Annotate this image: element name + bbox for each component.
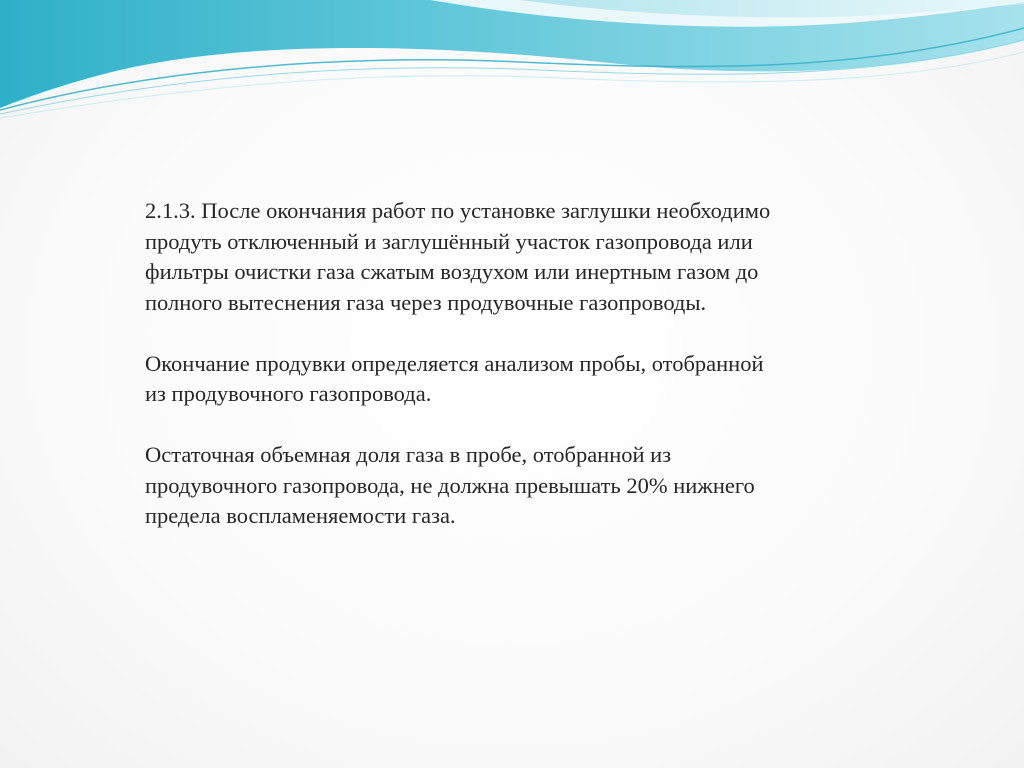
text-line: предела воспламеняемости газа. [145, 503, 456, 528]
paragraph-residual-gas-limit [145, 440, 865, 532]
text-line: фильтры очистки газа сжатым воздухом или инертным газом до [145, 259, 759, 284]
text-line: из продувочного газопровода. [145, 381, 432, 406]
text-line: Окончание продувки определяется анализом пробы, отобранной [145, 350, 764, 376]
header-wave-decoration [0, 0, 1024, 130]
slide-body-text [145, 196, 865, 532]
text-line: продуть отключенный и заглушённый участок газопровода или [145, 228, 753, 254]
paragraph-purge-completion [145, 349, 865, 410]
text-line: Остаточная объемная доля газа в пробе, отобранной из [145, 442, 672, 467]
paragraph-purge-procedure [145, 196, 865, 318]
text-line: полного вытеснения газа через продувочные газопроводы. [145, 289, 707, 315]
text-line: 2.1.3. После окончания работ по установке заглушки необходимо [145, 198, 771, 223]
text-line: продувочного газопровода, не должна превышать 20% нижнего [145, 472, 755, 498]
